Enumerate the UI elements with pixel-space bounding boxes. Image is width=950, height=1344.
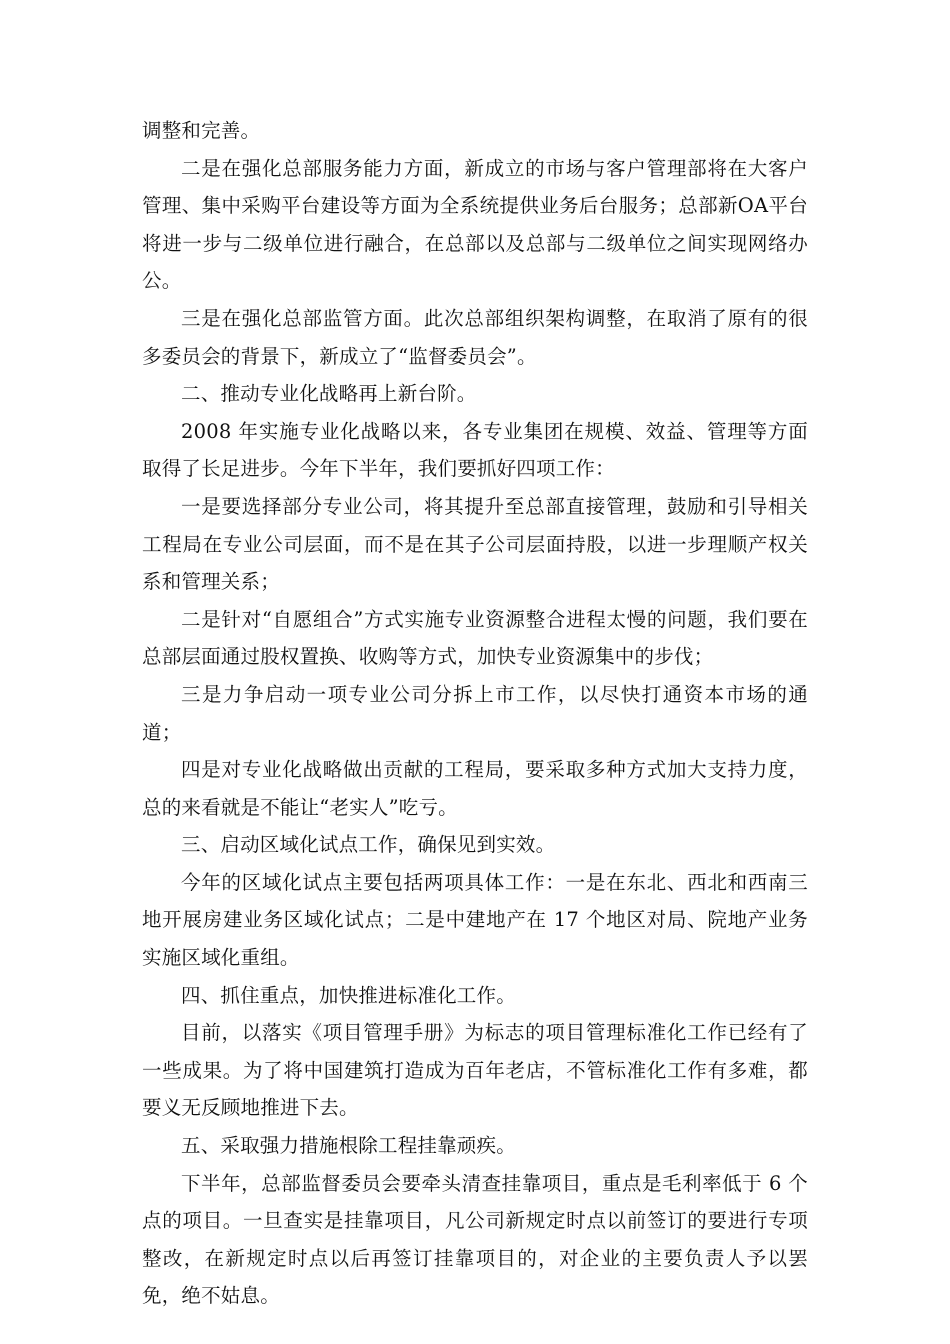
paragraph-task-four: 四是对专业化战略做出贡献的工程局，要采取多种方式加大支持力度，总的来看就是不能让“老实人”吃亏。 <box>142 758 808 819</box>
section-heading-specialization: 二、推动专业化战略再上新台阶。 <box>181 382 477 406</box>
paragraph-task-two: 二是针对“自愿组合”方式实施专业资源整合进程太慢的问题，我们要在总部层面通过股权置换、收购等方式，加快专业资源集中的步伐； <box>142 607 808 669</box>
paragraph-specialization-intro: 2008 年实施专业化战略以来，各专业集团在规模、效益、管理等方面取得了长足进步。今年下半年，我们要抓好四项工作： <box>142 419 808 481</box>
document-page <box>142 112 808 1315</box>
paragraph-continuation: 调整和完善。 <box>142 119 261 142</box>
paragraph-affiliation: 下半年，总部监督委员会要牵头清查挂靠项目，重点是毛利率低于 6 个点的项目。一旦查实是挂靠项目，凡公司新规定时点以前签订的要进行专项整改，在新规定时点以后再签订挂靠项目的，对企业的主要负责人予以罢免，绝不姑息。 <box>142 1171 808 1308</box>
section-heading-affiliation: 五、采取强力措施根除工程挂靠顽疾。 <box>181 1134 516 1158</box>
paragraph-supervision: 三是在强化总部监管方面。此次总部组织架构调整，在取消了原有的很多委员会的背景下，新成立了“监督委员会”。 <box>142 306 808 368</box>
paragraph-service-capacity: 二是在强化总部服务能力方面，新成立的市场与客户管理部将在大客户管理、集中采购平台建设等方面为全系统提供业务后台服务；总部新OA平台将进一步与二级单位进行融合，在总部以及总部与二级单位之间实现网络办公。 <box>142 156 808 293</box>
section-heading-standardization: 四、抓住重点，加快推进标准化工作。 <box>181 983 516 1007</box>
paragraph-task-three: 三是力争启动一项专业公司分拆上市工作，以尽快打通资本市场的通道； <box>142 682 808 744</box>
paragraph-standardization: 目前，以落实《项目管理手册》为标志的项目管理标准化工作已经有了一些成果。为了将中国建筑打造成为百年老店，不管标准化工作有多难，都要义无反顾地推进下去。 <box>142 1021 808 1120</box>
section-heading-regionalization: 三、启动区域化试点工作，确保见到实效。 <box>181 833 556 857</box>
paragraph-regionalization: 今年的区域化试点主要包括两项具体工作：一是在东北、西北和西南三地开展房建业务区域化试点；二是中建地产在 17 个地区对局、院地产业务实施区域化重组。 <box>142 870 808 970</box>
paragraph-task-one: 一是要选择部分专业公司，将其提升至总部直接管理，鼓励和引导相关工程局在专业公司层面，而不是在其子公司层面持股，以进一步理顺产权关系和管理关系； <box>142 494 808 594</box>
